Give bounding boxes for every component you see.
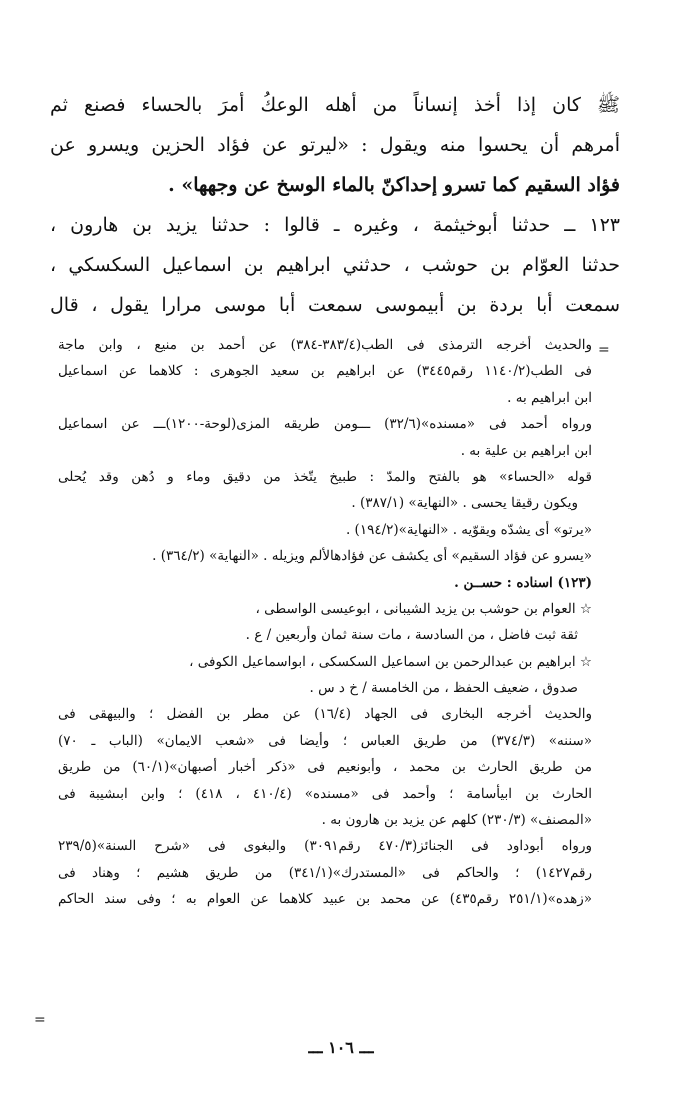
page-number: ـــ ١٠٦ ـــ: [308, 1038, 374, 1057]
footnote-line: «يرتو» أى يشدّه ويقوّيه . «النهاية»(١٩٤/٢) .: [345, 521, 592, 538]
footnote-line: ☆ العوام بن حوشب بن يزيد الشيبانى ، ابوعيسى الواسطى ،: [255, 600, 592, 617]
continuation-mark-top: =: [598, 342, 610, 358]
main-text-line: ﷺ كان إذا أخذ إنساناً من أهله الوعكُ أمرَ بالحساء فصنع ثم: [50, 94, 620, 116]
footnote-line: (١٢٣) اسناده : حســن .: [454, 574, 592, 591]
main-text-line: سمعت أبا بردة بن أبيموسى سمعت أبا موسى مرارا يقول ، قال: [50, 294, 620, 316]
footnote-line: من طريق الحارث بن محمد ، وأبونعيم فى «ذكر أخبار أصبهان»(٦٠/١) من طريق: [58, 759, 592, 776]
footnotes: [58, 332, 592, 913]
footnote-line: «المصنف» (٢٣٠/٣) كلهم عن يزيد بن هارون به .: [321, 812, 592, 829]
main-text-line: ١٢٣ ــ حدثنا أبوخيثمة ، وغيره ـ قالوا : حدثنا يزيد بن هارون ،: [50, 214, 620, 236]
footnote-line: رقم١٤٢٧) ؛ والحاكم فى «المستدرك»(٣٤١/١) من طريق هشيم ؛ وهناد فى: [58, 864, 592, 881]
footnote-line: الحارث بن ابيأسامة ؛ وأحمد فى «مسنده» (٤١٠/٤ ، ٤١٨) ؛ وابن ابىشيبة فى: [58, 785, 592, 802]
main-text-line: حدثنا العوّام بن حوشب ، حدثني ابراهيم بن اسماعيل السكسكي ،: [50, 254, 620, 276]
footnote-line: «زهده»(٢٥١/١ رقم٤٣٥) عن محمد بن عبيد كلاهما عن العوام به ؛ وفى سند الحاكم: [58, 891, 592, 908]
footnote-line: ثقة ثبت فاضل ، من السادسة ، مات سنة ثمان وأربعين / ع .: [245, 627, 578, 644]
main-text-line: فؤاد السقيم كما تسرو إحداكنّ بالماء الوسخ عن وجهها» .: [168, 174, 620, 196]
footnote-line: فى الطب(١١٤٠/٢ رقم٣٤٤٥) عن ابراهيم بن سعيد الجوهرى : كلاهما عن اسماعيل: [58, 363, 592, 380]
footnote-line: ☆ ابراهيم بن عبدالرحمن بن اسماعيل السكسكى ، ابواسماعيل الكوفى ،: [189, 653, 592, 670]
continuation-mark-bottom: =: [34, 1012, 46, 1028]
footnote-line: والحديث أخرجه الترمذى فى الطب(٣٨٣/٤-٣٨٤) عن أحمد بن منيع ، وابن ماجة: [58, 337, 592, 353]
footnote-line: ابن ابراهيم بن علية به .: [460, 442, 592, 459]
footnote-line: ورواه أبوداود فى الجنائز(٤٧٠/٣ رقم٣٠٩١) والبغوى فى «شرح السنة»(٢٣٩/٥: [58, 838, 592, 855]
footnote-line: والحديث أخرجه البخارى فى الجهاد (١٦/٤) عن مطر بن الفضل ؛ والبيهقى فى: [58, 706, 592, 723]
footnote-line: صدوق ، ضعيف الحفظ ، من الخامسة / خ د س .: [309, 680, 578, 697]
footnote-line: ويكون رقيقا يحسى . «النهاية» (٣٨٧/١) .: [351, 495, 578, 512]
footnote-line: «سننه» (٣٧٤/٣) من طريق العباس ؛ وأيضا فى «شعب الايمان» (الباب ـ ٧٠): [58, 732, 592, 749]
main-text-line: أمرهم أن يحسوا منه ويقول : «ليرتو عن فؤاد الحزين ويسرو عن: [50, 134, 620, 156]
main-text: [50, 85, 620, 325]
footnote-line: «يسرو عن فؤاد السقيم» أى يكشف عن فؤادهالألم ويزيله . «النهاية» (٣٦٤/٢) .: [152, 548, 592, 565]
footnote-line: ابن ابراهيم به .: [507, 389, 592, 406]
footnote-line: ورواه أحمد فى «مسنده»(٣٢/٦) ـــومن طريقه المزى(لوحة-١٢٠٠)ـــ عن اسماعيل: [58, 416, 592, 433]
footnote-line: قوله «الحساء» هو بالفتح والمدّ : طبيخ يتّخذ من دقيق وماء و دُهن وقد يُحلى: [58, 468, 592, 485]
